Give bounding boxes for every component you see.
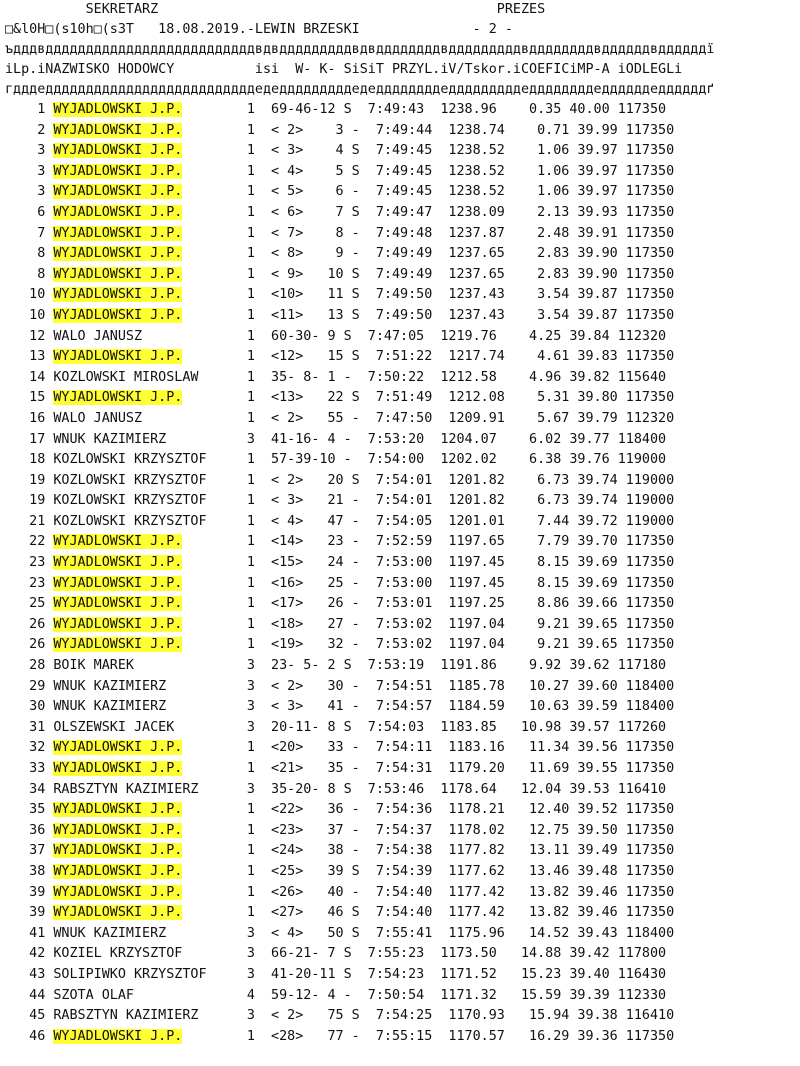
row-values: 3 41-16- 4 - 7:53:20 1204.07 6.02 39.77 118400 [230, 431, 667, 447]
table-row [5, 553, 795, 574]
breeder-name: WYJADLOWSKI J.P. [53, 163, 183, 179]
row-values: 1 <19> 32 - 7:53:02 1197.04 9.21 39.65 117350 [230, 637, 675, 653]
row-values: 1 60-30- 9 S 7:47:05 1219.76 4.25 39.84 112320 [230, 328, 667, 344]
row-values: 1 < 4> 5 S 7:49:45 1238.52 1.06 39.97 117350 [230, 163, 675, 179]
row-rank: 46 [5, 1028, 54, 1044]
row-rank: 14 [5, 369, 54, 385]
breeder-name: WYJADLOWSKI J.P. [53, 307, 183, 323]
row-rank: 26 [5, 616, 54, 632]
row-values: 1 < 2> 20 S 7:54:01 1201.82 6.73 39.74 119000 [230, 472, 675, 488]
row-values: 3 < 2> 30 - 7:54:51 1185.78 10.27 39.60 118400 [230, 678, 675, 694]
row-values: 1 <23> 37 - 7:54:37 1178.02 12.75 39.50 117350 [230, 822, 675, 838]
row-rank: 12 [5, 328, 54, 344]
table-row [5, 306, 795, 327]
row-rank: 6 [5, 204, 54, 220]
table-row [5, 800, 795, 821]
meta-line: □&l0H□(s10h□(s3T 18.08.2019.-LEWIN BRZESKI - 2 - [5, 22, 513, 37]
table-row [5, 944, 795, 965]
table-row [5, 450, 795, 471]
row-rank: 29 [5, 678, 54, 694]
table-row [5, 821, 795, 842]
table-row [5, 1027, 795, 1048]
row-rank: 23 [5, 575, 54, 591]
row-values: 3 23- 5- 2 S 7:53:19 1191.86 9.92 39.62 117180 [230, 658, 667, 674]
breeder-name: WYJADLOWSKI J.P. [53, 761, 183, 776]
breeder-name: WYJADLOWSKI J.P. [53, 843, 183, 859]
breeder-name: WYJADLOWSKI J.P. [53, 802, 183, 818]
row-rank: 39 [5, 884, 54, 900]
row-values: 1 < 9> 10 S 7:49:49 1237.65 2.83 39.90 117350 [230, 266, 675, 282]
breeder-name: WYJADLOWSKI J.P. [53, 349, 183, 365]
row-values: 1 <24> 38 - 7:54:38 1177.82 13.11 39.49 117350 [230, 843, 675, 859]
breeder-name: WNUK KAZIMIERZ [53, 699, 167, 715]
breeder-name: WYJADLOWSKI J.P. [53, 287, 183, 303]
row-rank: 26 [5, 637, 54, 653]
breeder-name: WNUK KAZIMIERZ [53, 925, 167, 941]
row-values: 3 35-20- 8 S 7:53:46 1178.64 12.04 39.53 116410 [230, 781, 667, 797]
row-rank: 43 [5, 966, 54, 982]
table-row [5, 182, 795, 203]
row-values: 3 20-11- 8 S 7:54:03 1183.85 10.98 39.57 117260 [230, 719, 667, 735]
row-rank: 30 [5, 699, 54, 715]
row-values: 1 <12> 15 S 7:51:22 1217.74 4.61 39.83 117350 [230, 349, 675, 365]
row-values: 3 < 4> 50 S 7:55:41 1175.96 14.52 39.43 118400 [230, 925, 675, 941]
table-row [5, 285, 795, 306]
row-rank: 32 [5, 740, 54, 756]
breeder-name: SOLIPIWKO KRZYSZTOF [53, 966, 207, 982]
row-rank: 15 [5, 390, 54, 406]
row-values: 1 <28> 77 - 7:55:15 1170.57 16.29 39.36 117350 [230, 1028, 675, 1044]
row-rank: 22 [5, 534, 54, 550]
row-rank: 2 [5, 122, 54, 138]
breeder-name: WYJADLOWSKI J.P. [53, 555, 183, 571]
table-row [5, 780, 795, 801]
row-rank: 1 [5, 102, 54, 117]
table-row [5, 883, 795, 904]
row-values: 1 69-46-12 S 7:49:43 1238.96 0.35 40.00 117350 [230, 102, 667, 117]
breeder-name: WYJADLOWSKI J.P. [53, 184, 183, 200]
table-header-border: гдддеддддддддддддддддддддддддддедедддддддддедеддддддддедддддддддеддддддддеддддддеддддддґ [5, 82, 715, 97]
row-values: 1 <10> 11 S 7:49:50 1237.43 3.54 39.87 117350 [230, 287, 675, 303]
row-values: 3 < 2> 75 S 7:54:25 1170.93 15.94 39.38 116410 [230, 1008, 675, 1024]
row-values: 1 < 3> 4 S 7:49:45 1238.52 1.06 39.97 117350 [230, 143, 675, 159]
table-row [5, 203, 795, 224]
table-row [5, 924, 795, 945]
table-row [5, 121, 795, 142]
row-rank: 3 [5, 163, 54, 179]
breeder-name: WYJADLOWSKI J.P. [53, 204, 183, 220]
row-rank: 36 [5, 822, 54, 838]
row-values: 1 <11> 13 S 7:49:50 1237.43 3.54 39.87 117350 [230, 307, 675, 323]
row-rank: 28 [5, 658, 54, 674]
row-rank: 19 [5, 493, 54, 509]
row-values: 1 <17> 26 - 7:53:01 1197.25 8.86 39.66 117350 [230, 596, 675, 612]
table-row [5, 224, 795, 245]
row-rank: 39 [5, 905, 54, 921]
table-row [5, 635, 795, 656]
row-values: 1 < 2> 55 - 7:47:50 1209.91 5.67 39.79 112320 [230, 410, 675, 426]
table-row [5, 697, 795, 718]
row-values: 1 <18> 27 - 7:53:02 1197.04 9.21 39.65 117350 [230, 616, 675, 632]
row-values: 1 <13> 22 S 7:51:49 1212.08 5.31 39.80 117350 [230, 390, 675, 406]
breeder-name: WYJADLOWSKI J.P. [53, 884, 183, 900]
table-row [5, 738, 795, 759]
row-rank: 18 [5, 452, 54, 468]
row-values: 1 <22> 36 - 7:54:36 1178.21 12.40 39.52 117350 [230, 802, 675, 818]
table-row [5, 409, 795, 430]
row-rank: 33 [5, 761, 54, 776]
row-rank: 35 [5, 802, 54, 818]
row-rank: 17 [5, 431, 54, 447]
table-row [5, 615, 795, 636]
row-values: 3 < 3> 41 - 7:54:57 1184.59 10.63 39.59 118400 [230, 699, 675, 715]
table-row [5, 656, 795, 677]
row-values: 1 <21> 35 - 7:54:31 1179.20 11.69 39.55 117350 [230, 761, 675, 776]
breeder-name: WYJADLOWSKI J.P. [53, 863, 183, 879]
row-values: 4 59-12- 4 - 7:50:54 1171.32 15.59 39.39 112330 [230, 987, 667, 1003]
breeder-name: WYJADLOWSKI J.P. [53, 822, 183, 838]
breeder-name: WYJADLOWSKI J.P. [53, 637, 183, 653]
breeder-name: KOZLOWSKI KRZYSZTOF [53, 493, 207, 509]
row-values: 1 < 2> 3 - 7:49:44 1238.74 0.71 39.99 117350 [230, 122, 675, 138]
breeder-name: KOZLOWSKI KRZYSZTOF [53, 513, 207, 529]
breeder-name: WYJADLOWSKI J.P. [53, 596, 183, 612]
row-values: 1 35- 8- 1 - 7:50:22 1212.58 4.96 39.82 115640 [230, 369, 667, 385]
row-values: 1 <14> 23 - 7:52:59 1197.65 7.79 39.70 117350 [230, 534, 675, 550]
row-rank: 41 [5, 925, 54, 941]
column-header: iLp.iNAZWISKO HODOWCY isi W- K- SiSiT PRZYL.iV/Tskor.iCOEFICiMP-A iODLEGLi [5, 62, 683, 77]
table-row [5, 677, 795, 698]
breeder-name: WALO JANUSZ [53, 410, 143, 426]
row-values: 1 <20> 33 - 7:54:11 1183.16 11.34 39.56 117350 [230, 740, 675, 756]
breeder-name: WNUK KAZIMIERZ [53, 431, 167, 447]
table-row [5, 347, 795, 368]
row-values: 1 <25> 39 S 7:54:39 1177.62 13.46 39.48 117350 [230, 863, 675, 879]
row-rank: 45 [5, 1008, 54, 1024]
row-rank: 44 [5, 987, 54, 1003]
row-rank: 34 [5, 781, 54, 797]
row-values: 1 57-39-10 - 7:54:00 1202.02 6.38 39.76 119000 [230, 452, 667, 468]
table-top-border: ъдддвддддддддддддддддддддддддддвдвдддддддддвдвддддддддвдддддддддвддддддддвддддддвддддддї [5, 42, 715, 57]
table-row [5, 841, 795, 862]
breeder-name: OLSZEWSKI JACEK [53, 719, 175, 735]
row-rank: 3 [5, 143, 54, 159]
breeder-name: WYJADLOWSKI J.P. [53, 575, 183, 591]
table-row [5, 265, 795, 286]
breeder-name: WYJADLOWSKI J.P. [53, 143, 183, 159]
table-row [5, 718, 795, 739]
row-rank: 13 [5, 349, 54, 365]
row-values: 1 < 3> 21 - 7:54:01 1201.82 6.73 39.74 119000 [230, 493, 675, 509]
row-rank: 16 [5, 410, 54, 426]
row-rank: 38 [5, 863, 54, 879]
row-rank: 23 [5, 555, 54, 571]
row-values: 3 66-21- 7 S 7:55:23 1173.50 14.88 39.42 117800 [230, 946, 667, 962]
table-row [5, 388, 795, 409]
row-rank: 10 [5, 287, 54, 303]
results-table [5, 100, 795, 1047]
breeder-name: KOZLOWSKI MIROSLAW [53, 369, 199, 385]
title-line [5, 0, 795, 20]
row-rank: 8 [5, 266, 54, 282]
breeder-name: WYJADLOWSKI J.P. [53, 1028, 183, 1044]
table-row [5, 862, 795, 883]
table-row [5, 327, 795, 348]
table-row [5, 574, 795, 595]
row-values: 1 <27> 46 S 7:54:40 1177.42 13.82 39.46 117350 [230, 905, 675, 921]
row-values: 1 < 7> 8 - 7:49:48 1237.87 2.48 39.91 117350 [230, 225, 675, 241]
row-rank: 19 [5, 472, 54, 488]
breeder-name: WYJADLOWSKI J.P. [53, 616, 183, 632]
table-row [5, 903, 795, 924]
row-rank: 42 [5, 946, 54, 962]
breeder-name: KOZLOWSKI KRZYSZTOF [53, 452, 207, 468]
table-row [5, 430, 795, 451]
row-rank: 8 [5, 246, 54, 262]
table-row [5, 471, 795, 492]
table-row [5, 141, 795, 162]
row-values: 1 < 6> 7 S 7:49:47 1238.09 2.13 39.93 117350 [230, 204, 675, 220]
row-rank: 31 [5, 719, 54, 735]
document-page [5, 0, 795, 1047]
breeder-name: WYJADLOWSKI J.P. [53, 246, 183, 262]
row-values: 3 41-20-11 S 7:54:23 1171.52 15.23 39.40 116430 [230, 966, 667, 982]
breeder-name: WYJADLOWSKI J.P. [53, 122, 183, 138]
breeder-name: WYJADLOWSKI J.P. [53, 102, 183, 117]
row-values: 1 <26> 40 - 7:54:40 1177.42 13.82 39.46 117350 [230, 884, 675, 900]
table-row [5, 368, 795, 389]
row-values: 1 <16> 25 - 7:53:00 1197.45 8.15 39.69 117350 [230, 575, 675, 591]
row-values: 1 < 8> 9 - 7:49:49 1237.65 2.83 39.90 117350 [230, 246, 675, 262]
row-rank: 3 [5, 184, 54, 200]
table-row [5, 512, 795, 533]
breeder-name: WYJADLOWSKI J.P. [53, 534, 183, 550]
breeder-name: WYJADLOWSKI J.P. [53, 740, 183, 756]
breeder-name: RABSZTYN KAZIMIERZ [53, 781, 199, 797]
breeder-name: WYJADLOWSKI J.P. [53, 225, 183, 241]
row-rank: 10 [5, 307, 54, 323]
table-row [5, 594, 795, 615]
table-row [5, 759, 795, 780]
table-row [5, 965, 795, 986]
row-rank: 25 [5, 596, 54, 612]
breeder-name: WNUK KAZIMIERZ [53, 678, 167, 694]
breeder-name: BOIK MAREK [53, 658, 134, 674]
table-row [5, 491, 795, 512]
table-row [5, 1006, 795, 1027]
table-row [5, 532, 795, 553]
breeder-name: KOZLOWSKI KRZYSZTOF [53, 472, 207, 488]
president-label: PREZES [496, 2, 546, 17]
table-row [5, 986, 795, 1007]
row-rank: 21 [5, 513, 54, 529]
secretary-label: SEKRETARZ [85, 2, 159, 17]
breeder-name: SZOTA OLAF [53, 987, 134, 1003]
row-values: 1 < 5> 6 - 7:49:45 1238.52 1.06 39.97 117350 [230, 184, 675, 200]
row-rank: 7 [5, 225, 54, 241]
row-rank: 37 [5, 843, 54, 859]
breeder-name: RABSZTYN KAZIMIERZ [53, 1008, 199, 1024]
table-row [5, 244, 795, 265]
table-row [5, 100, 795, 121]
breeder-name: WYJADLOWSKI J.P. [53, 905, 183, 921]
row-values: 1 <15> 24 - 7:53:00 1197.45 8.15 39.69 117350 [230, 555, 675, 571]
breeder-name: WALO JANUSZ [53, 328, 143, 344]
breeder-name: KOZIEL KRZYSZTOF [53, 946, 183, 962]
table-row [5, 162, 795, 183]
breeder-name: WYJADLOWSKI J.P. [53, 266, 183, 282]
row-values: 1 < 4> 47 - 7:54:05 1201.01 7.44 39.72 119000 [230, 513, 675, 529]
breeder-name: WYJADLOWSKI J.P. [53, 390, 183, 406]
